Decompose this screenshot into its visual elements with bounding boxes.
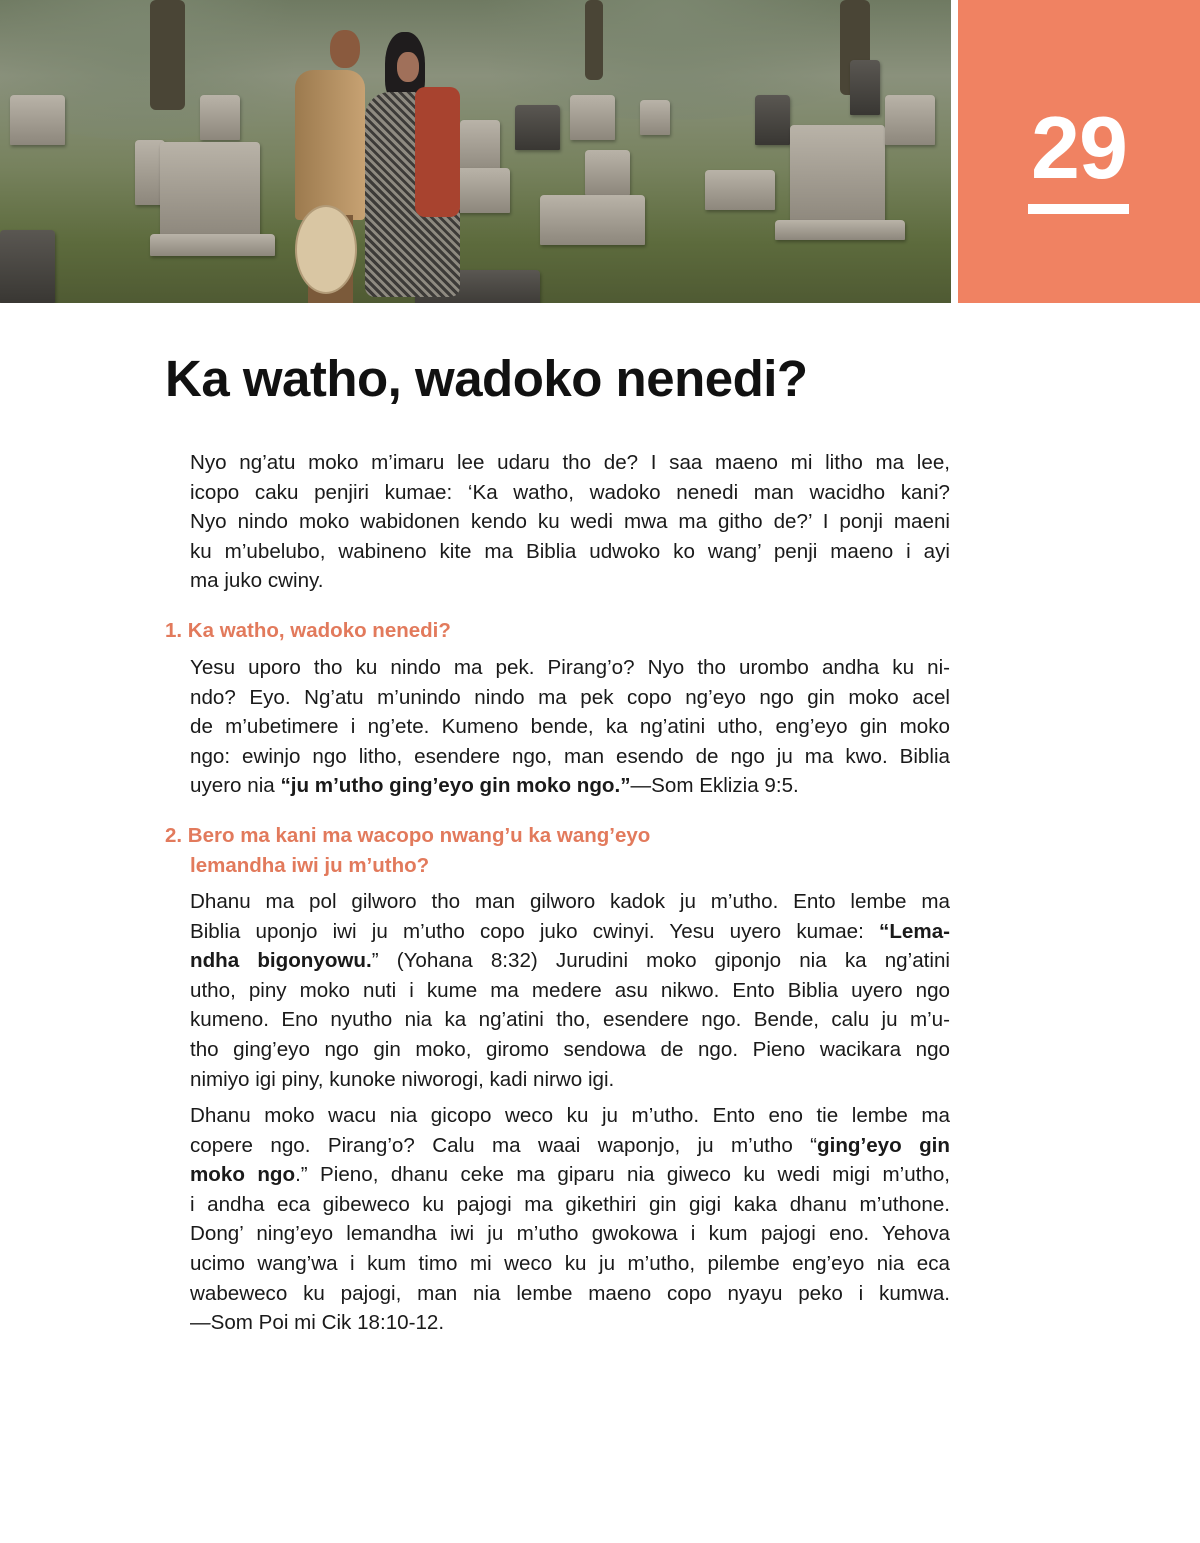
paragraph xyxy=(190,887,950,1094)
text-run: tho ging’eyo ngo gin moko, giromo sendowa de ngo. Pieno wacikara ngo xyxy=(190,1037,950,1061)
section-heading-line: lemandha iwi ju m’utho? xyxy=(190,853,430,877)
text-run: ngo: ewinjo ngo litho, esendere ngo, man esendo de ngo ju ma kwo. Biblia xyxy=(190,744,950,768)
text-run: Dhanu ma pol gilworo tho man gilworo kadok ju m’utho. Ento lembe ma xyxy=(190,890,950,913)
paragraph-line xyxy=(190,1101,950,1131)
section-heading-line: 1. Ka watho, wadoko nenedi? xyxy=(165,619,451,642)
paragraph-line xyxy=(190,1219,950,1249)
paragraph-line xyxy=(190,537,950,567)
man-figure xyxy=(290,30,370,303)
paragraph-line xyxy=(190,771,950,801)
text-run: ndo? Eyo. Ng’atu m’unindo nindo ma pek copo ng’eyo ngo gin moko acel xyxy=(190,685,950,709)
text-run: wabeweco ku pajogi, man nia lembe maeno copo nyayu peko i kumwa. xyxy=(190,1281,950,1305)
paragraph-line xyxy=(190,946,950,976)
paragraph-line xyxy=(190,1065,950,1095)
paragraph-line xyxy=(190,1249,950,1279)
text-run: copere ngo. Pirang’o? Calu ma waai waponjo, ju m’utho “ xyxy=(190,1133,818,1157)
paragraph-line xyxy=(190,1190,950,1220)
paragraph-line xyxy=(190,1279,950,1309)
text-run: Nyo nindo moko wabidonen kendo ku wedi mwa ma githo de?’ I ponji maeni xyxy=(190,510,950,534)
text-run: nimiyo igi piny, kunoke niworogi, kadi nirwo igi. xyxy=(190,1067,615,1091)
text-run: Yesu uporo tho ku nindo ma pek. Pirang’o? Nyo tho urombo andha ku ni- xyxy=(190,656,950,679)
lesson-number-underline xyxy=(1028,204,1129,214)
lesson-number: 29 xyxy=(1031,98,1127,197)
text-run: ku m’ubelubo, wabineno kite ma Biblia udwoko ko wang’ penji maeno i ayi xyxy=(190,539,950,563)
bold-quote: moko ngo xyxy=(190,1163,296,1187)
paragraph-line xyxy=(190,1005,950,1035)
paragraph-line xyxy=(190,1160,950,1190)
text-run: i andha eca gibeweco ku pajogi ma gikethiri gin gigi kaka dhanu m’uthone. xyxy=(190,1192,950,1216)
lesson-number-badge xyxy=(958,0,1200,303)
text-run: ma juko cwiny. xyxy=(190,569,324,593)
page-title: Ka watho, wadoko nenedi? xyxy=(165,350,808,407)
paragraph-line xyxy=(190,448,950,478)
bold-quote: “Lema- xyxy=(879,919,950,943)
paragraph-line xyxy=(190,653,950,683)
text-run: icopo caku penjiri kumae: ‘Ka watho, wadoko nenedi man wacidho kani? xyxy=(190,480,950,504)
paragraph-line xyxy=(190,1308,950,1338)
paragraph xyxy=(190,1101,950,1338)
paragraph-line xyxy=(190,1131,950,1161)
paragraph-line xyxy=(190,887,950,917)
bold-quote: “ju m’utho ging’eyo gin moko ngo.” xyxy=(280,774,631,798)
text-run: .” Pieno, dhanu ceke ma giparu nia giweco ku wedi migi m’utho, xyxy=(295,1163,950,1187)
paragraph-line xyxy=(190,507,950,537)
paragraph-line xyxy=(190,566,950,596)
text-run: —Som Eklizia 9:5. xyxy=(630,774,799,798)
text-run: Biblia uponjo iwi ju m’utho copo juko cwinyi. Yesu uyero kumae: xyxy=(190,919,880,943)
paragraph-line xyxy=(190,742,950,772)
text-run: kumeno. Eno nyutho nia ka ng’atini tho, esendere ngo. Bende, calu ju m’u- xyxy=(190,1008,950,1032)
text-run: Dong’ ning’eyo lemandha iwi ju m’utho gwokowa i kum pajogi eno. Yehova xyxy=(190,1222,950,1246)
paragraph-line xyxy=(190,917,950,947)
text-run: Nyo ng’atu moko m’imaru lee udaru tho de? I saa maeno mi litho ma lee, xyxy=(190,451,950,474)
paragraph-line xyxy=(190,683,950,713)
bold-quote: ging’eyo gin xyxy=(817,1133,950,1157)
paragraph-line xyxy=(190,976,950,1006)
text-run: de m’ubetimere i ng’ete. Kumeno bende, ka ng’atini utho, eng’eyo gin moko xyxy=(190,715,950,739)
woman-figure xyxy=(360,32,465,303)
paragraph xyxy=(190,448,950,596)
text-run: utho, piny moko nuti i kume ma medere asu nikwo. Ento Biblia uyero ngo xyxy=(190,978,950,1002)
text-run: uyero nia xyxy=(190,774,281,798)
text-run: ucimo wang’wa i kum timo mi weco ku ju m’utho, pilembe eng’eyo nia eca xyxy=(190,1251,950,1275)
section-heading-line: 2. Bero ma kani ma wacopo nwang’u ka wang’eyo xyxy=(165,824,651,847)
text-run: —Som Poi mi Cik 18:10-12. xyxy=(190,1311,445,1335)
paragraph-line xyxy=(190,712,950,742)
paragraph-line xyxy=(190,1035,950,1065)
paragraph-line xyxy=(190,478,950,508)
text-run: ” (Yohana 8:32) Jurudini moko giponjo nia ka ng’atini xyxy=(371,949,950,973)
cemetery-photo xyxy=(0,0,951,303)
section-heading xyxy=(165,616,451,646)
text-run: Dhanu moko wacu nia gicopo weco ku ju m’utho. Ento eno tie lembe ma xyxy=(190,1104,950,1127)
bold-quote: ndha bigonyowu. xyxy=(190,949,372,973)
section-heading xyxy=(165,821,650,880)
paragraph xyxy=(190,653,950,801)
